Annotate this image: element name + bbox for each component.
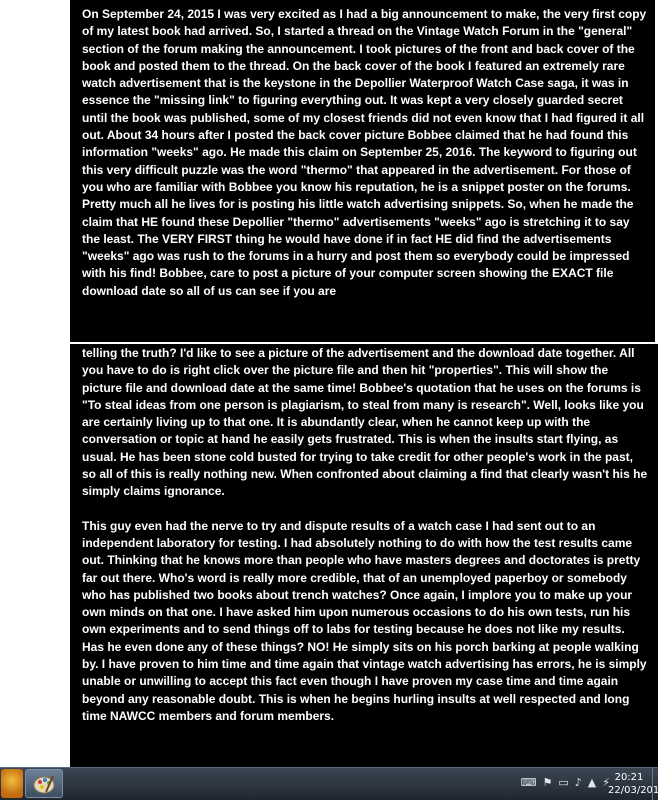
article-screenshot-bottom xyxy=(70,344,658,767)
article-paragraph: telling the truth? I'd like to see a picture of the advertisement and the download date together. All you have to do is right click over the picture file and then hit "properties". This will show the picture file and download date at the same time! Bobbee's quotation that he uses on the forums is "To steal ideas from one person is plagiarism, to steal from many is research". Well, looks like you are certainly living up to that one. It is abundantly clear, when he cannot keep up with the conversation or topic at hand he easily gets frustrated. This is when the insults start flying, as usual. He has been stone cold busted for trying to take credit for other people's work in the past, so all of this is really nothing new. When confronted about claiming a find that clearly wasn't his he simply claims ignorance. xyxy=(82,346,648,499)
desktop-background xyxy=(0,0,70,767)
flag-icon[interactable]: ⚑ xyxy=(542,776,553,789)
article-paragraph: This guy even had the nerve to try and dispute results of a watch case I had sent out to an independent laboratory for testing. I had absolutely nothing to do with how the test results came out. Thinking that he knows more than people who have masters degrees and doctorates is pretty far out there. Who's word is really more credible, that of an unemployed paperboy or somebody who has published two books about trench watches? Once again, I implore you to make up your own minds on that one. I have asked him upon numerous occasions to do his own tests, run his own experiments and to send things off to labs for testing because he does not like my results. Has he even done any of these things? NO! He simply sits on his porch barking at people walking by. I have proven to him time and time again that vintage watch advertising has errors, he is simply unable or unwilling to accept this fact even though I have proven my case time and time again beyond any reasonable doubt. This is when he begins hurling insults at well respected and long time NAWCC members and forum members. xyxy=(82,518,647,723)
network-icon[interactable]: ▲ xyxy=(587,776,597,789)
clock-time: 20:21 xyxy=(614,772,644,783)
volume-icon[interactable]: ♪ xyxy=(574,776,582,789)
clock-date: 22/03/2016 xyxy=(608,785,666,796)
keyboard-icon[interactable]: ⌨ xyxy=(520,776,537,789)
article-screenshot-top xyxy=(70,0,655,342)
paint-palette-icon xyxy=(33,774,55,794)
paint-taskbar-button[interactable] xyxy=(25,769,63,798)
power-icon[interactable]: ⚡ xyxy=(602,776,610,789)
taskbar xyxy=(0,767,666,800)
clock[interactable] xyxy=(608,771,666,797)
article-paragraph: On September 24, 2015 I was very excited as I had a big announcement to make, the very first copy of my latest book had arrived. So, I started a thread on the Vintage Watch Forum in the "general" section of the forum making the announcement. I took pictures of the front and back cover of the book and posted them to the thread. On the back cover of the book I featured an extremely rare watch advertisement that is the keystone in the Depollier Waterproof Watch Case saga, it was in essence the "missing link" to figuring everything out. It was kept a very closely guarded secret until the book was published, some of my closest friends did not even know that I had figured it all out. About 34 hours after I posted the back cover picture Bobbee claimed that he had found this information "weeks" ago. He made this claim on September 25, 2016. The keyword to figuring out this very difficult puzzle was the word "thermo" that appeared in the advertisement. For those of you who are familiar with Bobbee you know his reputation, he is a snippet poster on the forums. Pretty much all he lives for is posting his little watch advertising snippets. So, when he made the claim that HE found these Depollier "thermo" advertisements "weeks" ago is stretching it to say the least. The VERY FIRST thing he would have done if in fact HE did find the advertisements "weeks" ago was rush to the forums in a hurry and post them so everybody could be impressed with his find! Bobbee, care to post a picture of your computer screen showing the EXACT file download date so all of us can see if you are xyxy=(82,7,647,298)
display-icon[interactable]: ▭ xyxy=(558,776,569,789)
start-button[interactable] xyxy=(1,769,23,798)
show-desktop-button[interactable] xyxy=(652,768,658,800)
system-tray xyxy=(521,777,610,789)
